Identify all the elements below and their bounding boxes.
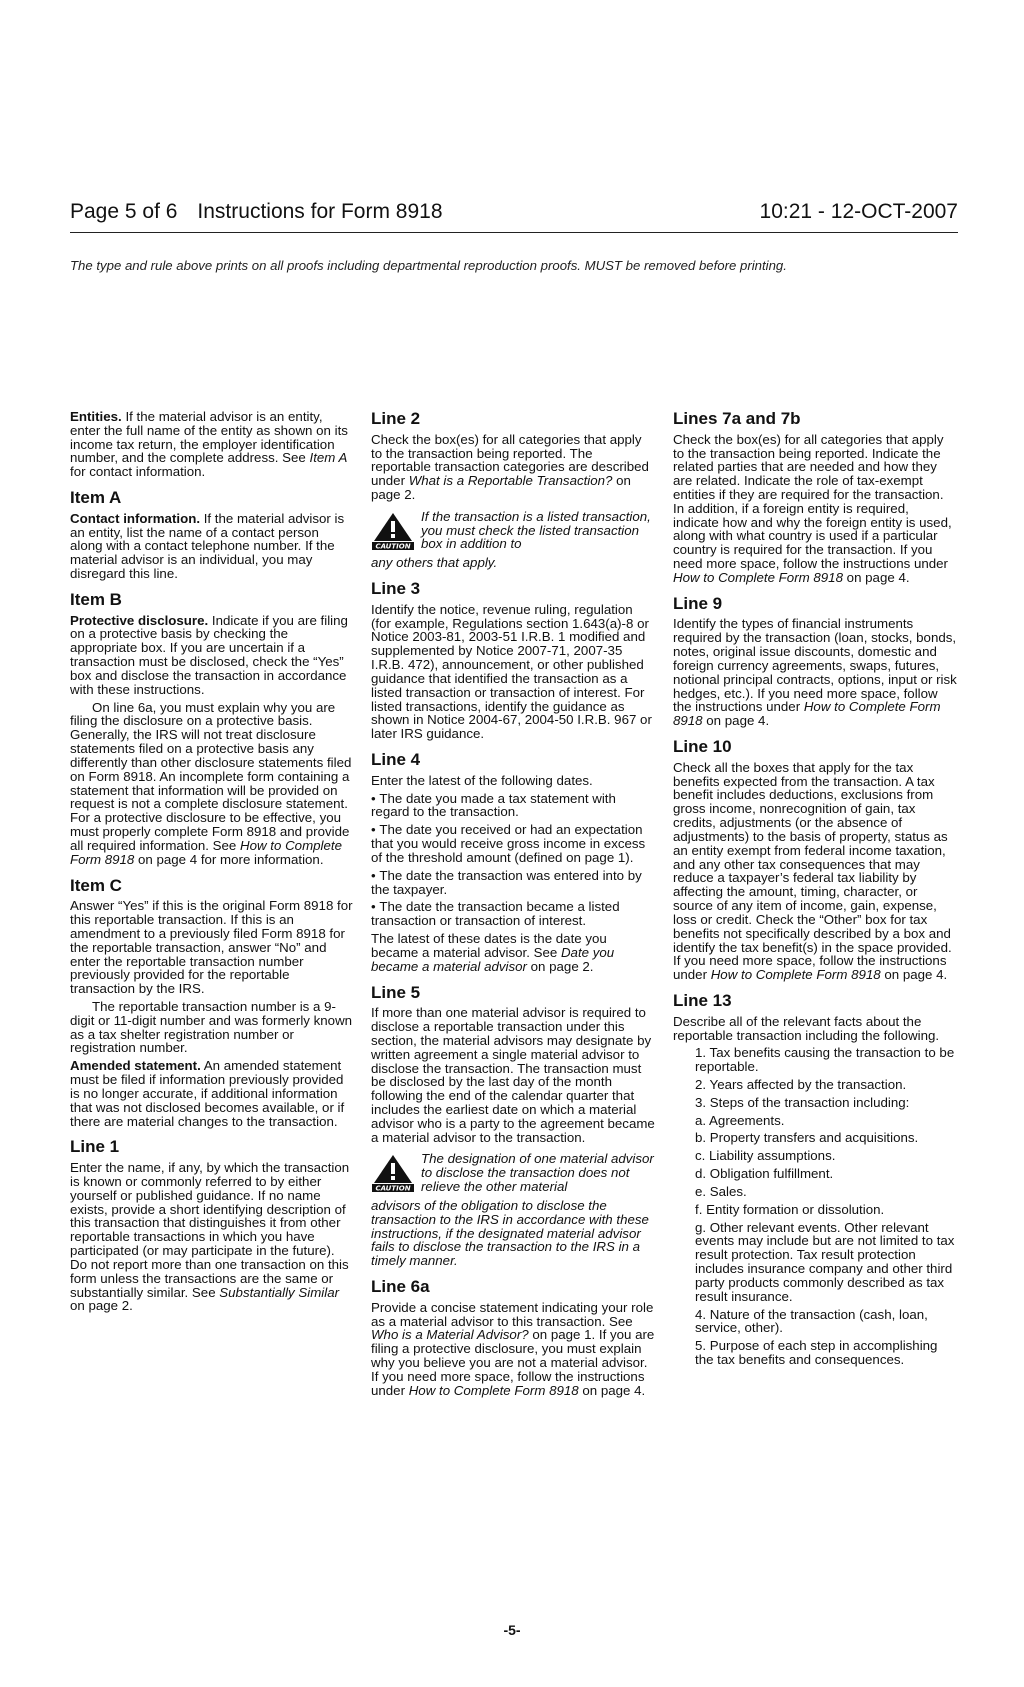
- line3-heading: Line 3: [371, 579, 421, 599]
- line7-paragraph: Check the box(es) for all categories that apply to the transaction being reported. Indicate the related parties that are needed and how they are related. Indicate the role of tax-exempt entities if they are required for the transaction. In addition, if a foreign entity is required, indicate how and why the foreign entity is used, along with what country is used if a particular country is required for the transaction. If you need more space, follow the instructions under How to Complete Form 8918 on page 4.: [673, 431, 952, 585]
- caution-icon: [371, 512, 415, 550]
- line13-item: 5. Purpose of each step in accomplishing the tax benefits and consequences.: [695, 1338, 938, 1368]
- contact-paragraph: Contact information. If the material advisor is an entity, list the name of a contact person along with a contact telephone number. If the material advisor is an individual, you may disregard this line.: [70, 510, 345, 582]
- line4-bullet: • The date the transaction became a listed transaction or transaction of interest.: [371, 900, 656, 928]
- line13-item: 2. Years affected by the transaction.: [695, 1076, 907, 1092]
- header-left: [70, 200, 443, 224]
- protective-line6a-paragraph: On line 6a, you must explain why you are filing the disclosure on a protective basis. Generally, the IRS will not treat disclosure statements filed on a protective basis any differently than other disclosure statements filed on Form 8918. An incomplete form containing a statement that information will be provided on request is not a complete disclosure statement. For a protective disclosure to be effective, you must properly complete Form 8918 and provide all required information. See How to Complete Form 8918 on page 4 for more information.: [70, 699, 352, 867]
- amended-paragraph: Amended statement. An amended statement must be filed if information previously provided is no longer accurate, if additional information that was not disclosed becomes available, or if there are material changes to the transaction.: [70, 1058, 345, 1129]
- line13-item: 4. Nature of the transaction (cash, loan, service, other).: [695, 1306, 928, 1336]
- line13-subitem: c. Liability assumptions.: [695, 1148, 836, 1164]
- line4-bullet: • The date the transaction was entered into by the taxpayer.: [371, 869, 656, 897]
- line13-subitem: a. Agreements.: [695, 1112, 785, 1128]
- timestamp: 10:21 - 12-OCT-2007: [759, 200, 958, 223]
- caution-box-1: [371, 510, 656, 551]
- line13-item: 1. Tax benefits causing the transaction to be reportable.: [695, 1045, 955, 1075]
- caution-text-2: The designation of one material advisor to disclose the transaction does not relieve the other material: [421, 1151, 654, 1195]
- line7-heading: Lines 7a and 7b: [673, 409, 801, 428]
- form-title: Instructions for Form 8918: [197, 200, 443, 223]
- line13-item: 3. Steps of the transaction including:: [695, 1094, 910, 1110]
- caution-icon: [371, 1154, 415, 1192]
- line4-heading: Line 4: [371, 750, 421, 770]
- line13-heading: Line 13: [673, 991, 732, 1010]
- column-3: [673, 410, 958, 1371]
- line13-subitem: f. Entity formation or dissolution.: [695, 1201, 885, 1217]
- line9-paragraph: Identify the types of financial instruments required by the transaction (loan, stocks, bonds, notes, original issue discounts, domestic and foreign currency agreements, swaps, futures, notional principal contracts, options, input or risk hedges, etc.). If you need more space, follow the instructions under How to Complete Form 8918 on page 4.: [673, 616, 957, 729]
- line5-heading: Line 5: [371, 982, 421, 1002]
- item-b-heading: Item B: [70, 589, 122, 609]
- item-c-heading: Item C: [70, 875, 122, 895]
- running-header: [70, 200, 958, 233]
- contact-run-in-heading: Contact information.: [70, 510, 201, 526]
- proof-note: The type and rule above prints on all proofs including departmental reproduction proofs. MUST be removed before printing.: [70, 258, 787, 273]
- line4-bullet: • The date you received or had an expectation that you would receive gross income in excess of the threshold amount (defined on page 1).: [371, 823, 656, 864]
- item-a-heading: Item A: [70, 488, 122, 508]
- line13-intro: Describe all of the relevant facts about the reportable transaction including the following.: [673, 1013, 940, 1043]
- line6a-paragraph: Provide a concise statement indicating your role as a material advisor to this transaction. See Who is a Material Advisor? on page 1. If you are filing a protective disclosure, you must explain why you believe you are not a material advisor. If you need more space, follow the instructions under How to Complete Form 8918 on page 4.: [371, 1299, 655, 1398]
- caution-label: CAUTION: [375, 1184, 411, 1193]
- amended-run-in-heading: Amended statement.: [70, 1058, 201, 1074]
- line1-paragraph: Enter the name, if any, by which the transaction is known or commonly referred to by either yourself or published guidance. If no name exists, provide a short identifying description of this transaction that distinguishes it from other reportable transactions in which you have participated (or may participate in the future). Do not report more than one transaction on this form unless the transactions are the same or substantially similar. See Substantially Similar on page 2.: [70, 1160, 350, 1314]
- column-1: [70, 410, 355, 1317]
- page-number: -5-: [503, 1622, 521, 1638]
- line4-after-paragraph: The latest of these dates is the date you became a material advisor. See Date you became a material advisor on page 2.: [371, 931, 615, 974]
- protective-run-in-heading: Protective disclosure.: [70, 612, 209, 628]
- item-c-paragraph: Answer “Yes” if this is the original Form 8918 for this reportable transaction. If this is an amendment to a previously filed Form 8918 for the reportable transaction, answer “No” and enter the reportable transaction number previously provided for the reportable transaction by the IRS.: [70, 898, 353, 997]
- line10-paragraph: Check all the boxes that apply for the tax benefits expected from the transaction. A tax benefit includes deductions, exclusions from gross income, nonrecognition of gain, tax credits, adjustments (or the absence of adjustments) to the basis of property, status as an entity exempt from federal income taxation, and any other tax consequences that may reduce a taxpayer’s federal tax liability by affecting the amount, timing, character, or source of any item of income, gain, expense, loss or credit. Check the “Other” box for tax benefits not specifically described by a box and identify the tax benefit(s) in the space provided. If you need more space, follow the instructions under How to Complete Form 8918 on page 4.: [673, 759, 952, 983]
- line5-paragraph: If more than one material advisor is required to disclose a reportable transaction under this section, the material advisors may designate by written agreement a single material advisor to disclose the transaction. The transaction must be disclosed by the last day of the month following the end of the calendar quarter that includes the earliest date on which a material advisor who is a party to the agreement became a material advisor to the transaction.: [371, 1005, 655, 1145]
- entities-paragraph: Entities. If the material advisor is an entity, enter the full name of the entity as shown on its income tax return, the employer identification number, and the complete address. See Item A for contact information.: [70, 409, 348, 480]
- caution-continuation-2: advisors of the obligation to disclose the transaction to the IRS in accordance with these instructions, if the designated material advisor fails to disclose the transaction to the IRS in a timely manner.: [371, 1197, 649, 1269]
- line4-bullet: • The date you made a tax statement with regard to the transaction.: [371, 792, 656, 820]
- line13-subitem: g. Other relevant events. Other relevant events may include but are not limited to tax result protection. Tax result protection includes insurance company and other third party products commonly described as tax result insurance.: [695, 1219, 955, 1304]
- line13-subitem: d. Obligation fulfillment.: [695, 1166, 834, 1182]
- line6a-heading: Line 6a: [371, 1277, 430, 1297]
- rtn-paragraph: The reportable transaction number is a 9-digit or 11-digit number and was formerly known as a tax shelter registration number or registration number.: [70, 999, 353, 1056]
- line10-heading: Line 10: [673, 737, 732, 757]
- column-2: [371, 410, 656, 1402]
- protective-paragraph: Protective disclosure. Indicate if you are filing on a protective basis by checking the appropriate box. If you are uncertain if a transaction must be disclosed, check the “Yes” box and disclose the transaction in accordance with these instructions.: [70, 612, 348, 697]
- line13-subitem: e. Sales.: [695, 1183, 747, 1199]
- page-label: Page 5 of 6: [70, 200, 178, 223]
- caution-label: CAUTION: [375, 542, 411, 550]
- entities-run-in-heading: Entities.: [70, 409, 122, 424]
- line4-intro: Enter the latest of the following dates.: [371, 772, 593, 788]
- line1-heading: Line 1: [70, 1137, 120, 1157]
- line2-paragraph: Check the box(es) for all categories that apply to the transaction being reported. The reportable transaction categories are described under What is a Reportable Transaction? on page 2.: [371, 431, 649, 502]
- line9-heading: Line 9: [673, 593, 723, 613]
- line3-paragraph: Identify the notice, revenue ruling, regulation (for example, Regulations section 1.643(a)-8 or Notice 2003-81, 2003-51 I.R.B. 1 modified and supplemented by Notice 2007-71, 2007-35 I.R.B. 472), announcement, or other published guidance that identified the transaction as a listed transaction or transaction of interest. For listed transactions, identify the guidance as shown in Notice 2004-67, 2004-50 I.R.B. 967 or later IRS guidance.: [371, 601, 652, 742]
- caution-box-2: [371, 1152, 656, 1193]
- caution-continuation-1: any others that apply.: [371, 555, 498, 571]
- line2-heading: Line 2: [371, 409, 421, 428]
- caution-text-1: If the transaction is a listed transaction, you must check the listed transaction box in addition to: [421, 508, 651, 552]
- line13-subitem: b. Property transfers and acquisitions.: [695, 1130, 919, 1146]
